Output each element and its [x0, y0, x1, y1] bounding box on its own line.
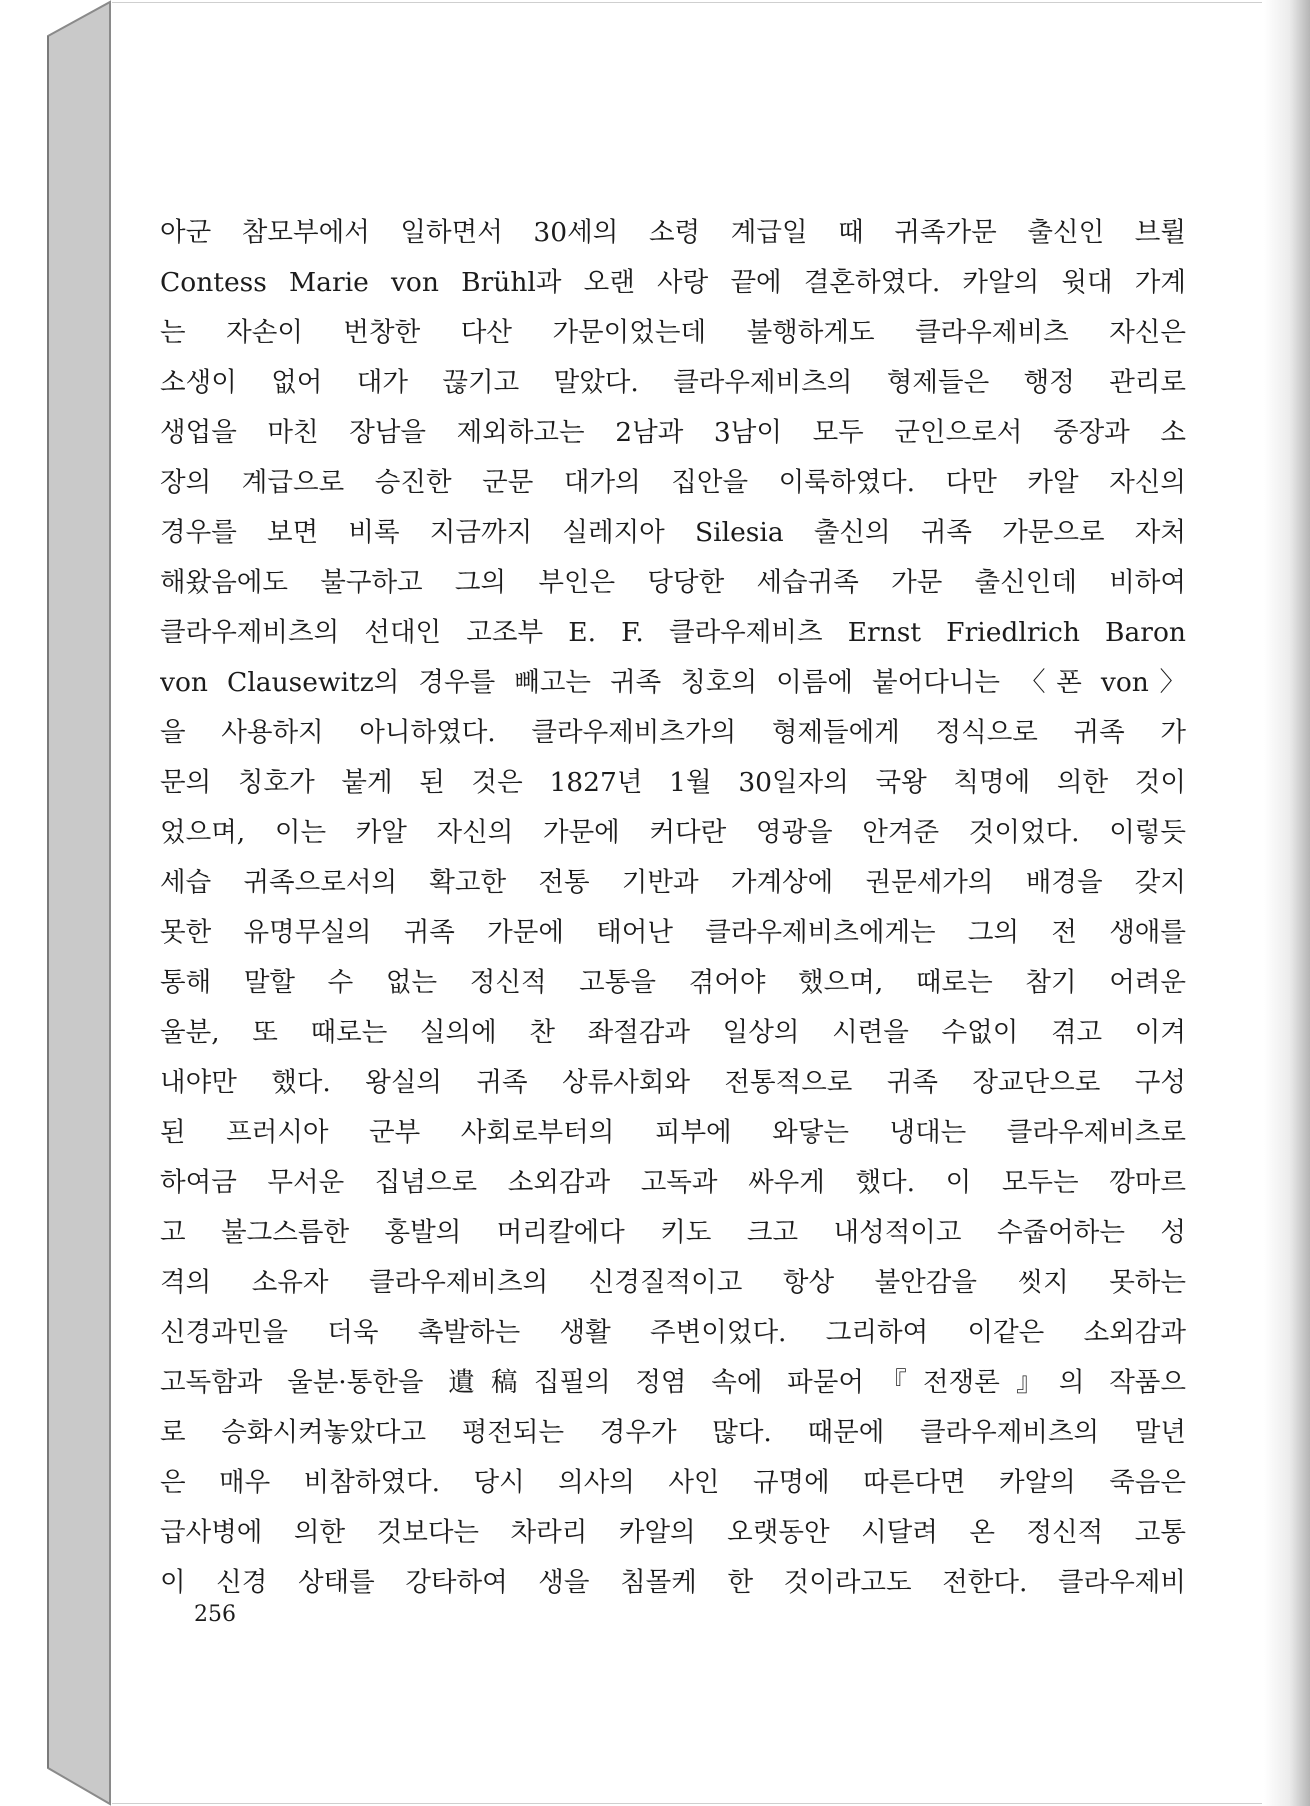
- body-text: [160, 208, 1186, 1608]
- book-spine: [0, 0, 112, 1806]
- text-line: 로 승화시켜놓았다고 평전되는 경우가 많다. 때문에 클라우제비츠의 말년: [160, 1417, 1186, 1448]
- text-line: 격의 소유자 클라우제비츠의 신경질적이고 항상 불안감을 씻지 못하는: [160, 1267, 1186, 1298]
- text-line: 이 신경 상태를 강타하여 생을 침몰케 한 것이라고도 전한다. 클라우제비: [160, 1567, 1186, 1598]
- text-line: 생업을 마친 장남을 제외하고는 2남과 3남이 모두 군인으로서 중장과 소: [160, 417, 1186, 448]
- text-line: Contess Marie von Brühl과 오랜 사랑 끝에 결혼하였다. 카알의 윗대 가계: [160, 267, 1186, 298]
- text-line: 아군 참모부에서 일하면서 30세의 소령 계급일 때 귀족가문 출신인 브륄: [160, 217, 1186, 248]
- text-line: 신경과민을 더욱 촉발하는 생활 주변이었다. 그리하여 이같은 소외감과: [160, 1317, 1186, 1348]
- text-line: 울분, 또 때로는 실의에 찬 좌절감과 일상의 시련을 수없이 겪고 이겨: [160, 1017, 1186, 1048]
- text-line: 경우를 보면 비록 지금까지 실레지아 Silesia 출신의 귀족 가문으로 자처: [160, 517, 1186, 548]
- text-line: 클라우제비츠의 선대인 고조부 E. F. 클라우제비츠 Ernst Friedlrich Baron: [160, 617, 1186, 648]
- text-line: von Clausewitz의 경우를 빼고는 귀족 칭호의 이름에 붙어다니는 〈폰 von〉: [160, 667, 1186, 698]
- text-line: 된 프러시아 군부 사회로부터의 피부에 와닿는 냉대는 클라우제비츠로: [160, 1117, 1186, 1148]
- text-line: 장의 계급으로 승진한 군문 대가의 집안을 이룩하였다. 다만 카알 자신의: [160, 467, 1186, 498]
- text-line: 통해 말할 수 없는 정신적 고통을 겪어야 했으며, 때로는 참기 어려운: [160, 967, 1186, 998]
- page-edge-shadow: [1264, 0, 1310, 1806]
- text-line: 고독함과 울분·통한을 遺稿집필의 정염 속에 파묻어『전쟁론』의 작품으: [160, 1367, 1186, 1398]
- text-line: 고 불그스름한 홍발의 머리칼에다 키도 크고 내성적이고 수줍어하는 성: [160, 1217, 1186, 1248]
- text-line: 급사병에 의한 것보다는 차라리 카알의 오랫동안 시달려 온 정신적 고통: [160, 1517, 1186, 1548]
- text-line: 못한 유명무실의 귀족 가문에 태어난 클라우제비츠에게는 그의 전 생애를: [160, 917, 1186, 948]
- text-line: 세습 귀족으로서의 확고한 전통 기반과 가계상에 권문세가의 배경을 갖지: [160, 867, 1186, 898]
- page-number: 256: [194, 1602, 236, 1627]
- text-line: 소생이 없어 대가 끊기고 말았다. 클라우제비츠의 형제들은 행정 관리로: [160, 367, 1186, 398]
- text-line: 은 매우 비참하였다. 당시 의사의 사인 규명에 따른다면 카알의 죽음은: [160, 1467, 1186, 1498]
- text-line: 는 자손이 번창한 다산 가문이었는데 불행하게도 클라우제비츠 자신은: [160, 317, 1186, 348]
- text-line: 내야만 했다. 왕실의 귀족 상류사회와 전통적으로 귀족 장교단으로 구성: [160, 1067, 1186, 1098]
- text-line: 을 사용하지 아니하였다. 클라우제비츠가의 형제들에게 정식으로 귀족 가: [160, 717, 1186, 748]
- text-line: 문의 칭호가 붙게 된 것은 1827년 1월 30일자의 국왕 칙명에 의한 것이: [160, 767, 1186, 798]
- text-line: 었으며, 이는 카알 자신의 가문에 커다란 영광을 안겨준 것이었다. 이렇듯: [160, 817, 1186, 848]
- text-line: 해왔음에도 불구하고 그의 부인은 당당한 세습귀족 가문 출신인데 비하여: [160, 567, 1186, 598]
- text-line: 하여금 무서운 집념으로 소외감과 고독과 싸우게 했다. 이 모두는 깡마르: [160, 1167, 1186, 1198]
